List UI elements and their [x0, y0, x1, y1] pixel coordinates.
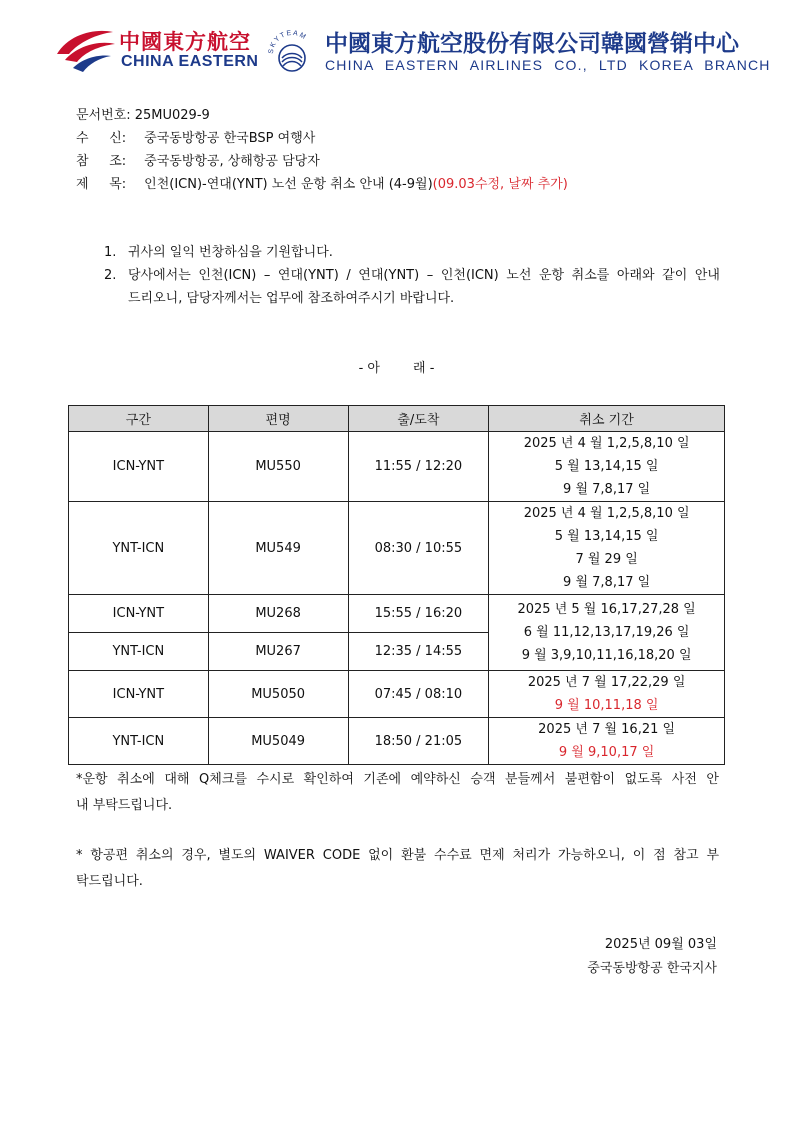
route-cell: YNT-ICN — [69, 502, 209, 595]
header-flight: 편명 — [208, 406, 348, 432]
footnote-line: 탁드립니다. — [76, 874, 143, 889]
subject-label: 제 목: — [76, 177, 127, 192]
cancel-period-cell — [489, 718, 725, 765]
subject-row — [76, 173, 568, 196]
cancel-date-line: 2025 년 7 월 17,22,29 일 — [527, 675, 686, 690]
flight-cell: MU5049 — [208, 718, 348, 765]
route-cell: YNT-ICN — [69, 718, 209, 765]
issue-date: 2025년 09월 03일 — [604, 937, 717, 952]
document-meta — [76, 104, 568, 196]
cancel-date-line: 2025 년 5 월 16,17,27,28 일 — [517, 602, 696, 617]
china-eastern-logo-icon — [55, 24, 117, 76]
route-cell: ICN-YNT — [69, 432, 209, 502]
footnote-line: *운항 취소에 대해 Q체크를 수시로 확인하여 기존에 예약하신 승객 분들께서 불편함이 없도록 사전 안 — [76, 772, 719, 787]
subject-revision-note: (09.03수정, 날짜 추가) — [432, 177, 568, 192]
list-number: 1. — [104, 245, 117, 260]
table-row — [69, 718, 725, 765]
skyteam-label: SKYTEAM — [267, 29, 308, 55]
logo-chinese-name: 中國東方航空 — [119, 30, 251, 54]
branch-chinese-name: 中國東方航空股份有限公司韓國營销中心 — [325, 31, 739, 57]
table-row — [69, 502, 725, 595]
header-cancel-period: 취소 기간 — [489, 406, 725, 432]
cancel-date-line: 5 월 13,14,15 일 — [554, 529, 659, 544]
cancel-date-added-line: 9 월 9,10,17 일 — [558, 745, 655, 760]
route-cell: YNT-ICN — [69, 633, 209, 671]
list-item — [104, 264, 720, 310]
greeting-text: 귀사의 일익 번창하심을 기원합니다. — [128, 245, 333, 260]
cancel-date-added-line: 9 월 10,11,18 일 — [554, 698, 659, 713]
footnote-line: 내 부탁드립니다. — [76, 798, 173, 813]
branch-english-name: CHINA EASTERN AIRLINES CO., LTD KOREA BRANCH — [325, 57, 771, 73]
flight-cell: MU549 — [208, 502, 348, 595]
header-time: 출/도착 — [348, 406, 489, 432]
cancel-period-cell — [489, 595, 725, 671]
skyteam-logo-icon — [265, 24, 319, 78]
reference-row — [76, 150, 568, 173]
recipient-value: 중국동방항공 한국BSP 여행사 — [144, 131, 316, 146]
footnote-waiver — [76, 843, 719, 895]
cancel-date-line: 5 월 13,14,15 일 — [554, 459, 659, 474]
notice-body — [104, 241, 720, 310]
footnote-line: * 항공편 취소의 경우, 별도의 WAIVER CODE 없이 환불 수수료 면제 처리가 가능하오니, 이 점 참고 부 — [76, 848, 719, 863]
cancel-date-line: 2025 년 7 월 16,21 일 — [538, 722, 676, 737]
flight-cell: MU5050 — [208, 671, 348, 718]
cancel-period-cell — [489, 671, 725, 718]
flight-cell: MU267 — [208, 633, 348, 671]
subject-value: 인천(ICN)-연대(YNT) 노선 운항 취소 안내 (4-9월) — [144, 177, 433, 192]
time-cell: 15:55 / 16:20 — [348, 595, 489, 633]
table-row — [69, 671, 725, 718]
time-cell: 18:50 / 21:05 — [348, 718, 489, 765]
letterhead — [55, 22, 771, 82]
time-cell: 08:30 / 10:55 — [348, 502, 489, 595]
time-cell: 07:45 / 08:10 — [348, 671, 489, 718]
logo-english-name: CHINA EASTERN — [121, 53, 259, 70]
footnote-qcheck — [76, 767, 719, 819]
cancellation-table — [68, 405, 725, 765]
document-number: 문서번호: 25MU029-9 — [76, 108, 210, 123]
cancel-date-line: 2025 년 4 월 1,2,5,8,10 일 — [523, 506, 690, 521]
cancel-date-line: 7 월 29 일 — [575, 552, 638, 567]
route-cell: ICN-YNT — [69, 595, 209, 633]
table-row — [69, 595, 725, 633]
route-cell: ICN-YNT — [69, 671, 209, 718]
issuer-organization: 중국동방항공 한국지사 — [587, 961, 717, 976]
cancel-date-line: 2025 년 4 월 1,2,5,8,10 일 — [523, 436, 690, 451]
signature-block — [587, 933, 717, 981]
header-route: 구간 — [69, 406, 209, 432]
time-cell: 11:55 / 12:20 — [348, 432, 489, 502]
time-cell: 12:35 / 14:55 — [348, 633, 489, 671]
flight-cell: MU268 — [208, 595, 348, 633]
cancel-date-line: 9 월 7,8,17 일 — [563, 575, 651, 590]
cancel-period-cell — [489, 432, 725, 502]
cancel-period-cell — [489, 502, 725, 595]
list-number: 2. — [104, 268, 117, 283]
list-item — [104, 241, 720, 264]
cancel-date-line: 6 월 11,12,13,17,19,26 일 — [523, 625, 690, 640]
recipient-label: 수 신: — [76, 131, 127, 146]
cancel-date-line: 9 월 7,8,17 일 — [563, 482, 651, 497]
reference-label: 참 조: — [76, 154, 127, 169]
flight-cell: MU550 — [208, 432, 348, 502]
notice-text-line2: 드리오니, 담당자께서는 업무에 참조하여주시기 바랍니다. — [128, 291, 455, 306]
below-heading: - 아 래 - — [358, 361, 435, 376]
recipient-row — [76, 127, 568, 150]
table-header-row — [69, 406, 725, 432]
cancel-date-line: 9 월 3,9,10,11,16,18,20 일 — [521, 648, 692, 663]
table-row — [69, 432, 725, 502]
notice-text-line1: 당사에서는 인천(ICN) – 연대(YNT) / 연대(YNT) – 인천(ICN) 노선 운항 취소를 아래와 같이 안내 — [128, 268, 720, 283]
reference-value: 중국동방항공, 상해항공 담당자 — [144, 154, 320, 169]
